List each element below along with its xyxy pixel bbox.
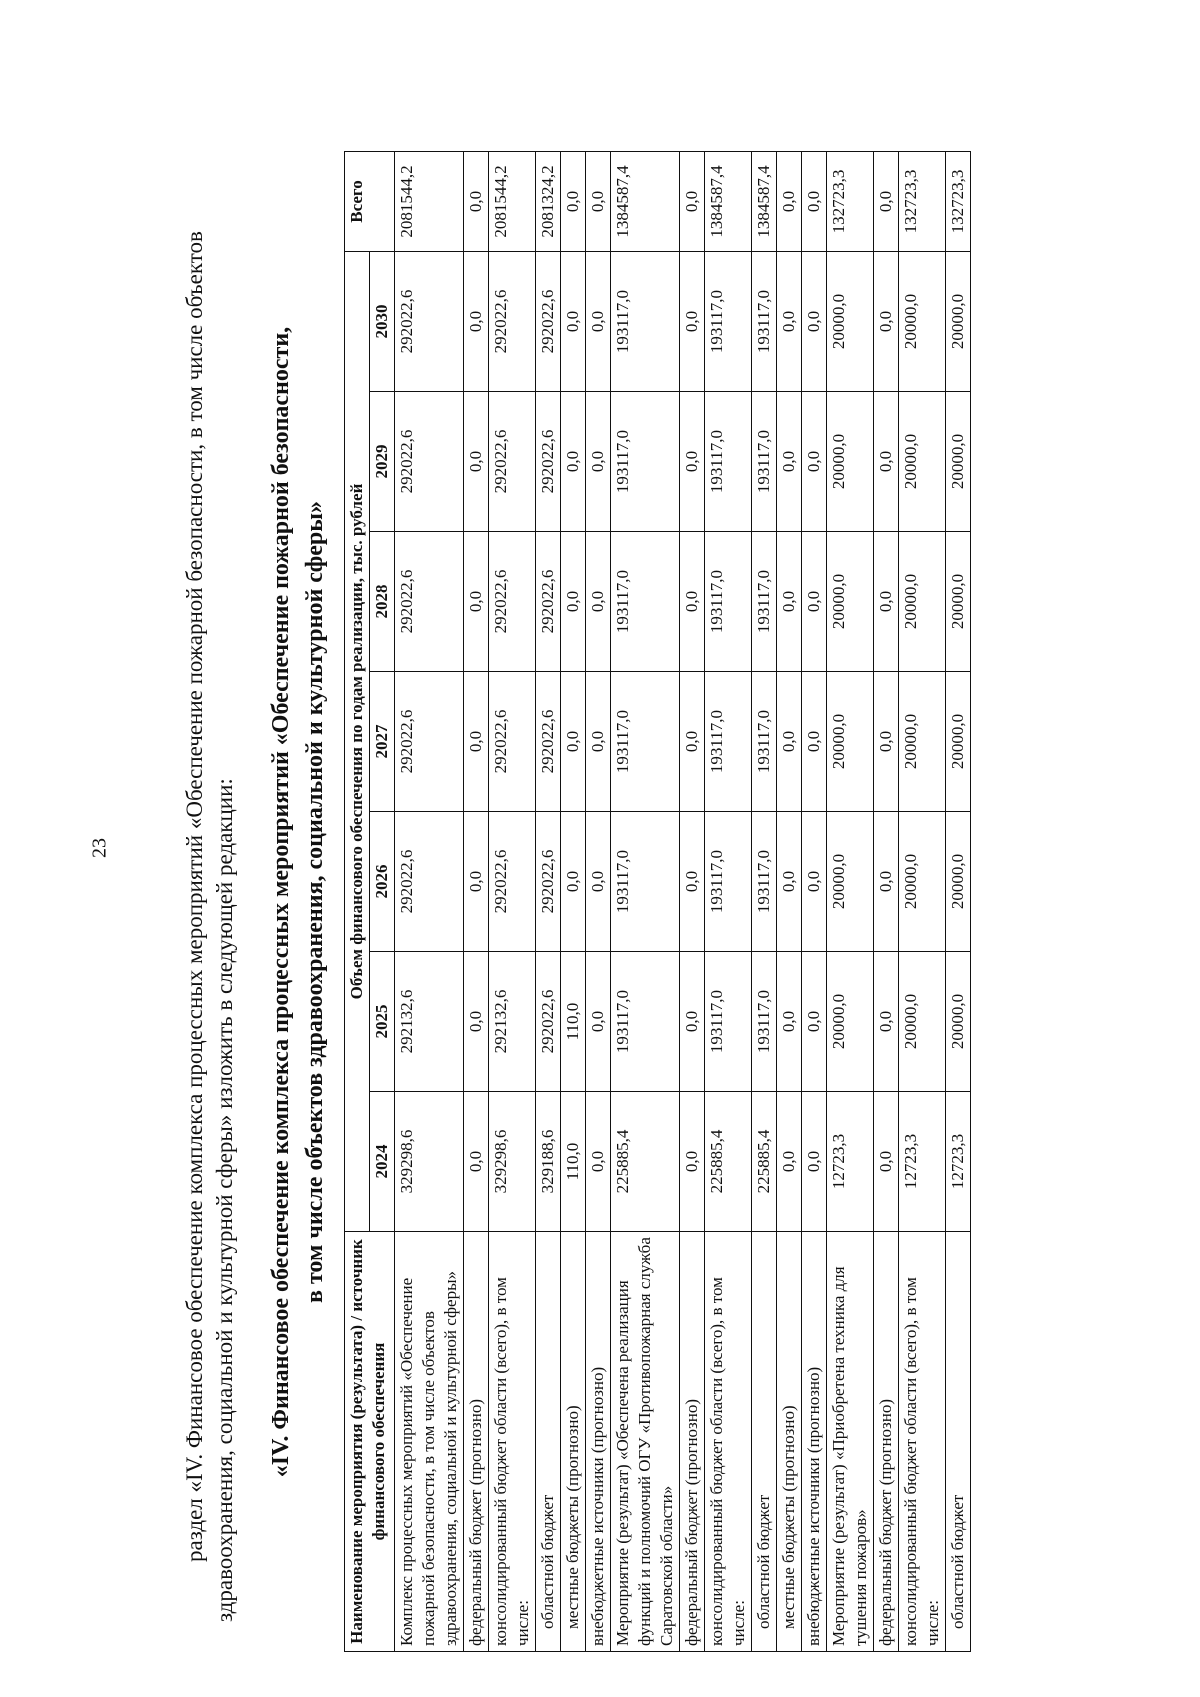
row-value: 20000,0 (899, 392, 946, 532)
table-row (586, 152, 611, 1652)
row-value: 292022,6 (489, 532, 536, 672)
row-total: 1384587,4 (705, 152, 752, 252)
row-value: 193117,0 (611, 812, 680, 952)
row-value: 20000,0 (946, 252, 971, 392)
header-year: 2024 (370, 1092, 395, 1232)
row-label: местные бюджеты (прогнозно) (777, 1232, 802, 1652)
row-value: 0,0 (802, 532, 827, 672)
table-row (705, 152, 752, 1652)
row-value: 0,0 (561, 532, 586, 672)
table-row (899, 152, 946, 1652)
header-year: 2028 (370, 532, 395, 672)
table-body (395, 152, 971, 1652)
row-label: внебюджетные источники (прогнозно) (802, 1232, 827, 1652)
row-value: 193117,0 (752, 952, 777, 1092)
row-value: 193117,0 (705, 812, 752, 952)
row-value: 225885,4 (611, 1092, 680, 1232)
row-value: 0,0 (464, 1092, 489, 1232)
row-value: 0,0 (464, 952, 489, 1092)
row-value: 20000,0 (827, 952, 874, 1092)
row-value: 193117,0 (752, 252, 777, 392)
row-label: федеральный бюджет (прогнозно) (680, 1232, 705, 1652)
row-value: 0,0 (802, 952, 827, 1092)
row-total: 1384587,4 (611, 152, 680, 252)
header-year: 2030 (370, 252, 395, 392)
row-value: 0,0 (586, 812, 611, 952)
row-value: 0,0 (680, 952, 705, 1092)
row-total: 132723,3 (946, 152, 971, 252)
row-total: 132723,3 (899, 152, 946, 252)
row-value: 292022,6 (536, 952, 561, 1092)
row-value: 12723,3 (899, 1092, 946, 1232)
row-value: 20000,0 (946, 812, 971, 952)
row-value: 329188,6 (536, 1092, 561, 1232)
row-value: 0,0 (777, 392, 802, 532)
row-value: 0,0 (777, 252, 802, 392)
row-label: областной бюджет (536, 1232, 561, 1652)
row-value: 193117,0 (705, 532, 752, 672)
row-value: 20000,0 (899, 252, 946, 392)
row-value: 193117,0 (752, 812, 777, 952)
row-value: 20000,0 (827, 392, 874, 532)
row-value: 292022,6 (536, 532, 561, 672)
row-value: 193117,0 (752, 672, 777, 812)
row-value: 0,0 (874, 672, 899, 812)
row-label: консолидированный бюджет области (всего), в том числе: (705, 1232, 752, 1652)
row-value: 20000,0 (899, 672, 946, 812)
row-label: федеральный бюджет (прогнозно) (464, 1232, 489, 1652)
row-value: 193117,0 (611, 392, 680, 532)
row-value: 0,0 (464, 532, 489, 672)
row-value: 0,0 (777, 952, 802, 1092)
row-value: 20000,0 (899, 952, 946, 1092)
row-value: 0,0 (586, 252, 611, 392)
row-label: областной бюджет (752, 1232, 777, 1652)
row-value: 110,0 (561, 952, 586, 1092)
row-value: 20000,0 (899, 812, 946, 952)
row-value: 0,0 (874, 1092, 899, 1232)
row-value: 0,0 (561, 812, 586, 952)
row-value: 20000,0 (899, 532, 946, 672)
table-row (827, 152, 874, 1652)
table-row (680, 152, 705, 1652)
row-value: 0,0 (586, 1092, 611, 1232)
row-value: 20000,0 (946, 392, 971, 532)
row-value: 0,0 (777, 672, 802, 812)
header-name: Наименование мероприятия (результата) / источник финансового обеспечения (345, 1232, 395, 1652)
row-value: 0,0 (586, 952, 611, 1092)
row-value: 329298,6 (395, 1092, 464, 1232)
row-value: 0,0 (680, 1092, 705, 1232)
header-year: 2029 (370, 392, 395, 532)
row-value: 292132,6 (395, 952, 464, 1092)
section-heading-line-2: в том числе объектов здравоохранения, социальной и культурной сферы» (302, 501, 328, 1303)
table-row (752, 152, 777, 1652)
row-value: 0,0 (561, 252, 586, 392)
header-year: 2026 (370, 812, 395, 952)
row-value: 193117,0 (611, 532, 680, 672)
row-value: 292022,6 (395, 812, 464, 952)
table-row (561, 152, 586, 1652)
row-value: 0,0 (561, 392, 586, 532)
row-label: консолидированный бюджет области (всего), в том числе: (899, 1232, 946, 1652)
row-value: 0,0 (777, 532, 802, 672)
page-number: 23 (88, 838, 111, 858)
row-value: 0,0 (802, 252, 827, 392)
table-row (611, 152, 680, 1652)
row-total: 2081544,2 (489, 152, 536, 252)
row-value: 0,0 (874, 252, 899, 392)
row-total: 0,0 (874, 152, 899, 252)
row-value: 292022,6 (395, 532, 464, 672)
row-value: 12723,3 (946, 1092, 971, 1232)
row-value: 225885,4 (752, 1092, 777, 1232)
row-value: 0,0 (874, 532, 899, 672)
row-value: 20000,0 (827, 532, 874, 672)
section-heading-line-1: «IV. Финансовое обеспечение комплекса процессных мероприятий «Обеспечение пожарной безопасности, (268, 326, 294, 1478)
row-total: 0,0 (561, 152, 586, 252)
row-value: 193117,0 (611, 672, 680, 812)
row-value: 193117,0 (705, 952, 752, 1092)
row-total: 132723,3 (827, 152, 874, 252)
row-value: 20000,0 (827, 672, 874, 812)
row-value: 12723,3 (827, 1092, 874, 1232)
row-value: 292022,6 (536, 252, 561, 392)
table-row (777, 152, 802, 1652)
row-value: 20000,0 (827, 252, 874, 392)
intro-paragraph: раздел «IV. Финансовое обеспечение комплекса процессных мероприятий «Обеспечение пожарной безопасности, в том числе объектов здравоохранения, социальной и культурной сферы» изложить в следующей редакции: (182, 231, 237, 1622)
row-total: 2081544,2 (395, 152, 464, 252)
row-label: консолидированный бюджет области (всего), в том числе: (489, 1232, 536, 1652)
row-value: 0,0 (680, 392, 705, 532)
row-value: 292022,6 (395, 392, 464, 532)
row-value: 0,0 (680, 532, 705, 672)
row-value: 193117,0 (705, 672, 752, 812)
row-value: 0,0 (464, 812, 489, 952)
row-value: 0,0 (464, 392, 489, 532)
row-label: внебюджетные источники (прогнозно) (586, 1232, 611, 1652)
row-value: 0,0 (680, 252, 705, 392)
row-value: 193117,0 (611, 952, 680, 1092)
row-value: 292022,6 (536, 392, 561, 532)
row-value: 0,0 (464, 672, 489, 812)
row-value: 193117,0 (705, 252, 752, 392)
row-total: 0,0 (680, 152, 705, 252)
row-value: 292132,6 (489, 952, 536, 1092)
row-value: 0,0 (874, 392, 899, 532)
row-value: 193117,0 (611, 252, 680, 392)
row-value: 292022,6 (489, 392, 536, 532)
row-total: 0,0 (464, 152, 489, 252)
header-volume: Объем финансового обеспечения по годам реализации, тыс. рублей (345, 252, 370, 1232)
row-value: 329298,6 (489, 1092, 536, 1232)
row-label: Комплекс процессных мероприятий «Обеспечение пожарной безопасности, в том числе объектов здравоохранения, социальной и культурной сферы» (395, 1232, 464, 1652)
row-value: 193117,0 (752, 532, 777, 672)
row-value: 292022,6 (536, 672, 561, 812)
row-value: 0,0 (586, 672, 611, 812)
header-year: 2025 (370, 952, 395, 1092)
row-total: 1384587,4 (752, 152, 777, 252)
table-row (489, 152, 536, 1652)
row-label: местные бюджеты (прогнозно) (561, 1232, 586, 1652)
table-row (874, 152, 899, 1652)
section-heading (264, 152, 332, 1652)
financing-table (344, 151, 971, 1652)
row-value: 0,0 (874, 952, 899, 1092)
row-value: 225885,4 (705, 1092, 752, 1232)
row-value: 0,0 (777, 812, 802, 952)
row-value: 0,0 (777, 1092, 802, 1232)
row-value: 193117,0 (705, 392, 752, 532)
row-value: 20000,0 (946, 952, 971, 1092)
row-value: 110,0 (561, 1092, 586, 1232)
row-total: 0,0 (802, 152, 827, 252)
row-value: 0,0 (586, 532, 611, 672)
row-value: 0,0 (680, 672, 705, 812)
row-value: 0,0 (802, 672, 827, 812)
table-row (395, 152, 464, 1652)
row-value: 193117,0 (752, 392, 777, 532)
row-label: Мероприятие (результат) «Приобретена техника для тушения пожаров» (827, 1232, 874, 1652)
row-value: 292022,6 (489, 672, 536, 812)
row-value: 20000,0 (827, 812, 874, 952)
row-value: 292022,6 (489, 252, 536, 392)
table-row (464, 152, 489, 1652)
row-label: Мероприятие (результат) «Обеспечена реализация функций и полномочий ОГУ «Противопожарная служба Саратовской области» (611, 1232, 680, 1652)
row-value: 0,0 (802, 392, 827, 532)
row-value: 20000,0 (946, 532, 971, 672)
header-total: Всего (345, 152, 395, 252)
row-value: 292022,6 (536, 812, 561, 952)
row-value: 0,0 (586, 392, 611, 532)
table-row (536, 152, 561, 1652)
row-value: 292022,6 (395, 672, 464, 812)
row-label: областной бюджет (946, 1232, 971, 1652)
row-value: 0,0 (802, 1092, 827, 1232)
row-value: 0,0 (802, 812, 827, 952)
table-row (802, 152, 827, 1652)
row-value: 0,0 (464, 252, 489, 392)
row-value: 0,0 (874, 812, 899, 952)
row-total: 0,0 (586, 152, 611, 252)
rotated-content (180, 152, 1050, 1652)
row-value: 292022,6 (395, 252, 464, 392)
row-value: 0,0 (561, 672, 586, 812)
row-total: 2081324,2 (536, 152, 561, 252)
row-value: 292022,6 (489, 812, 536, 952)
table-header-row (345, 152, 370, 1652)
row-value: 20000,0 (946, 672, 971, 812)
row-label: федеральный бюджет (прогнозно) (874, 1232, 899, 1652)
table-row (946, 152, 971, 1652)
row-total: 0,0 (777, 152, 802, 252)
row-value: 0,0 (680, 812, 705, 952)
header-year: 2027 (370, 672, 395, 812)
